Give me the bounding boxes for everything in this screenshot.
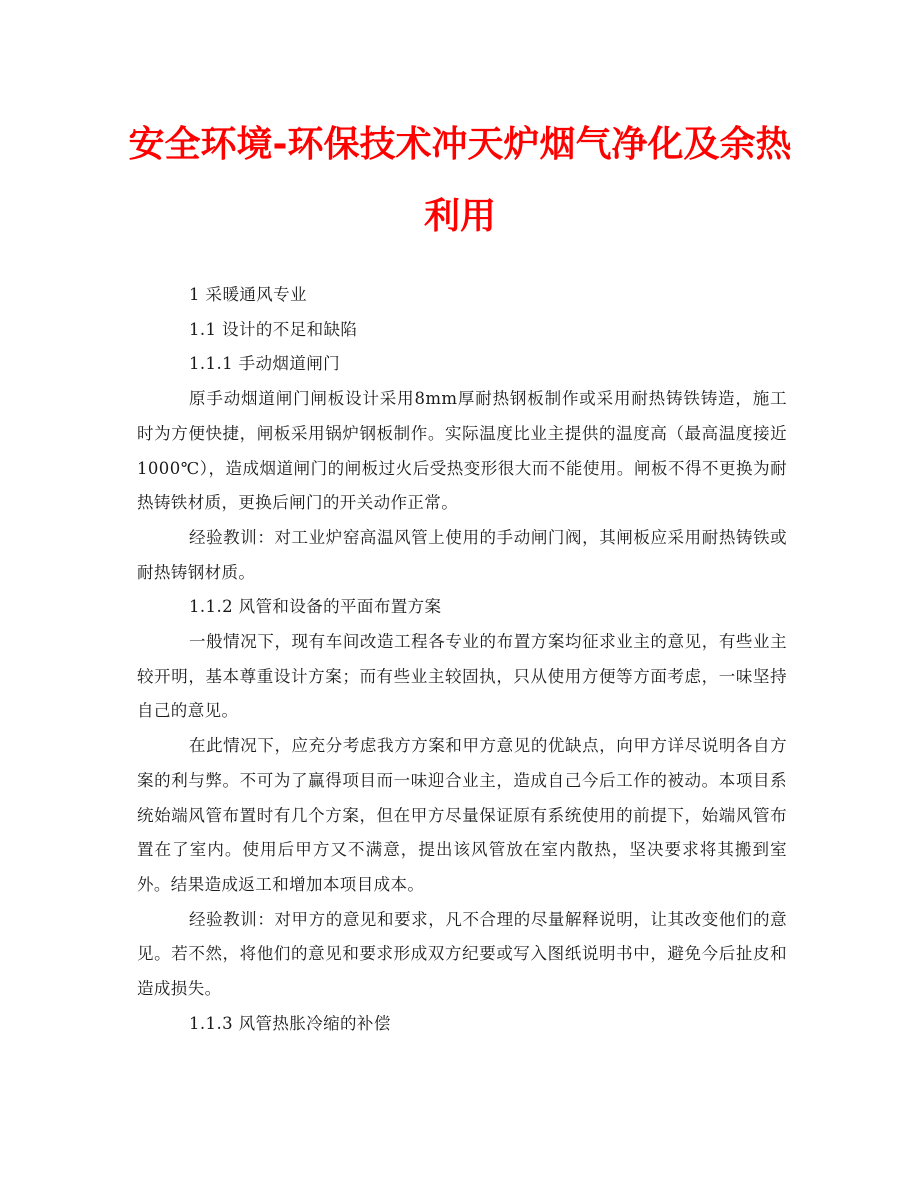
subsubsection-heading: 1.1.2 风管和设备的平面布置方案 (189, 597, 442, 617)
subsubsection-heading: 1.1.1 手动烟道闸门 (189, 354, 341, 374)
body-paragraph: 原手动烟道闸门闸板设计采用8mm厚耐热钢板制作或采用耐热铸铁铸造，施工时为方便快捷，闸板采用锅炉钢板制作。实际温度比业主提供的温度高（最高温度接近1000℃），造成烟道闸门的闸板过火后受热变形很大而不能使用。闸板不得不更换为耐热铸铁材质，更换后闸门的开关动作正常。 (137, 389, 787, 513)
section-heading: 1 采暖通风专业 (189, 285, 307, 304)
lesson-paragraph: 经验教训：对甲方的意见和要求，凡不合理的尽量解释说明，让其改变他们的意见。若不然，将他们的意见和要求形成双方纪要或写入图纸说明书中，避免今后扯皮和造成损失。 (137, 909, 787, 999)
body-paragraph: 在此情况下，应充分考虑我方方案和甲方意见的优缺点，向甲方详尽说明各自方案的利与弊。不可为了赢得项目而一味迎合业主，造成自己今后工作的被动。本项目系统始端风管布置时有几个方案，但在甲方尽量保证原有系统使用的前提下，始端风管布置在了室内。使用后甲方又不满意，提出该风管放在室内散热，坚决要求将其搬到室外。结果造成返工和增加本项目成本。 (137, 736, 787, 894)
subsubsection-heading: 1.1.3 风管热胀冷缩的补偿 (189, 1013, 391, 1033)
lesson-paragraph: 经验教训：对工业炉窑高温风管上使用的手动闸门阀，其闸板应采用耐热铸铁或耐热铸钢材质。 (137, 527, 787, 582)
document-body (137, 278, 787, 1041)
body-paragraph: 一般情况下，现有车间改造工程各专业的布置方案均征求业主的意见，有些业主较开明，基本尊重设计方案；而有些业主较固执，只从使用方便等方面考虑，一味坚持自己的意见。 (137, 632, 787, 721)
document-title-line-2: 利用 (423, 196, 496, 237)
subsection-heading: 1.1 设计的不足和缺陷 (189, 319, 358, 339)
document-title-line-1: 安全环境-环保技术冲天炉烟气净化及余热 (128, 124, 792, 165)
